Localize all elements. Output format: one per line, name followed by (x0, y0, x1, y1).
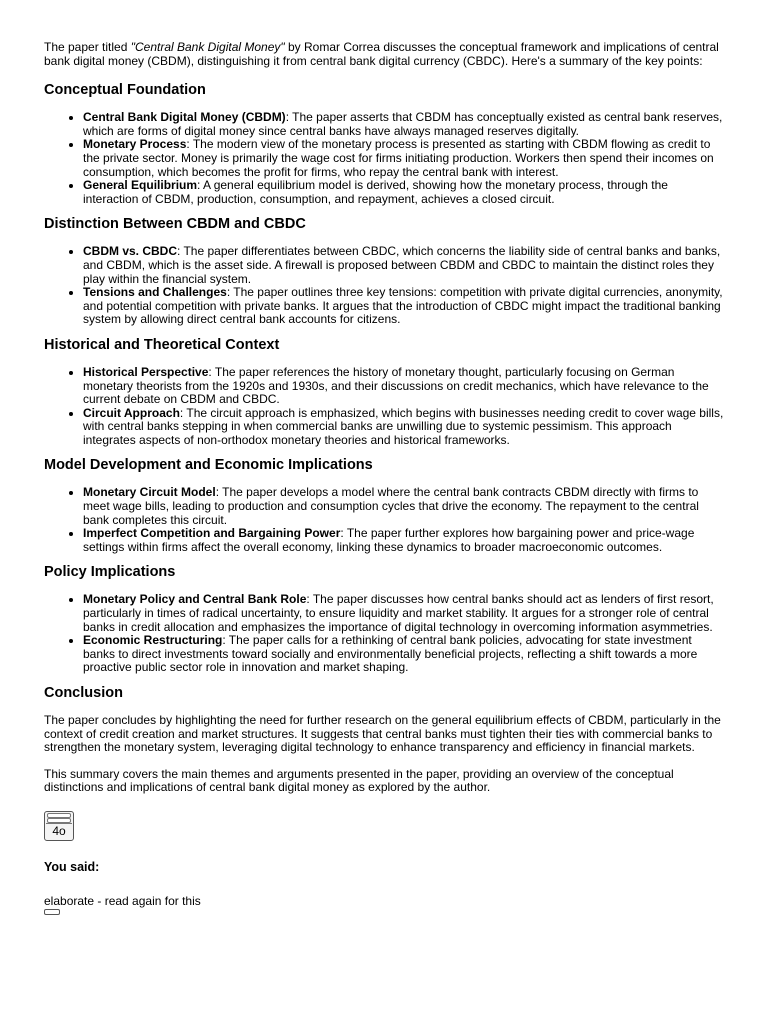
bullet-list (44, 593, 724, 675)
model-switcher-button[interactable] (44, 811, 74, 841)
section-heading: Policy Implications (44, 564, 176, 581)
list-item (83, 111, 724, 138)
list-item-text: : The paper asserts that CBDM has conceptually existed as central bank reserves, which are forms of digital money since central banks have always managed reserves digitally. (83, 110, 723, 138)
list-item-term: General Equilibrium (83, 178, 198, 193)
list-item (83, 366, 724, 407)
list-item (83, 593, 724, 634)
list-item-term: Historical Perspective (83, 364, 209, 379)
model-label: 4o (52, 823, 66, 838)
list-item-text: : A general equilibrium model is derived, showing how the monetary process, through the interaction of CBDM, production, consumption, and repayment, achieves a closed circuit. (83, 178, 668, 206)
list-item-term: CBDM vs. CBDC (83, 244, 178, 259)
list-item-term: Monetary Circuit Model (83, 485, 216, 500)
section-heading: Conceptual Foundation (44, 82, 206, 99)
list-item-text: : The paper discusses how central banks should act as lenders of first resort, particularly in times of radical uncertainty, to ensure liquidity and market stability. It argues for a stronger role of central banks in credit allocation and emphasizes the importance of digital technology in overcoming information asymmetries. (83, 592, 714, 634)
message-action-button[interactable] (44, 909, 60, 915)
intro-prefix: The paper titled (44, 40, 131, 54)
intro-paragraph (44, 41, 724, 68)
paper-title: "Central Bank Digital Money" (130, 40, 285, 54)
list-item-text: : The circuit approach is emphasized, which begins with businesses needing credit to cover wage bills, with central banks stepping in when commercial banks are unwilling due to systemic pessimism. This approach integrates aspects of non-orthodox monetary theories and historical frameworks. (83, 405, 724, 447)
list-item-term: Imperfect Competition and Bargaining Power (83, 526, 341, 541)
list-item-text: : The paper differentiates between CBDC, which concerns the liability side of central banks and banks, and CBDM, which is the asset side. A firewall is proposed between CBDM and CBDC to maintain the distinct roles they play within the financial system. (83, 244, 721, 286)
section-heading: Model Development and Economic Implications (44, 457, 373, 474)
list-item (83, 407, 724, 448)
list-item-text: : The paper calls for a rethinking of central bank policies, advocating for state investment banks to direct investments toward socially and environmentally beneficial projects, reflecting a shift towards a more proactive public sector role in innovation and market shaping. (83, 633, 698, 675)
bullet-list (44, 366, 724, 448)
list-item-term: Monetary Process (83, 137, 187, 152)
list-item (83, 179, 724, 206)
section-distinction (44, 216, 724, 327)
section-historical-context (44, 337, 724, 448)
bullet-list (44, 486, 724, 554)
section-conclusion (44, 685, 724, 795)
section-heading: Historical and Theoretical Context (44, 336, 280, 353)
list-item (83, 486, 724, 527)
list-item (83, 527, 724, 554)
model-switcher-icon (46, 813, 72, 824)
list-item (83, 245, 724, 286)
list-item-text: : The paper develops a model where the central bank contracts CBDM directly with firms to meet wage bills, leading to production and consumption cycles that drive the economy. The repayment to the central bank completes this circuit. (83, 485, 699, 527)
bullet-list (44, 111, 724, 206)
summary-paragraph: This summary covers the main themes and arguments presented in the paper, providing an overview of the conceptual distinctions and implications of central bank digital money as explored by the author. (44, 766, 674, 795)
list-item (83, 634, 724, 675)
section-model-development (44, 457, 724, 554)
list-item-term: Economic Restructuring (83, 633, 223, 648)
list-item-text: : The modern view of the monetary process is presented as starting with CBDM flowing as credit to the private sector. Money is primarily the wage cost for firms initiating production. Workers then spend their incomes on consumption, which becomes the profit for firms, who repay the central bank with interest. (83, 137, 714, 179)
list-item-text: : The paper references the history of monetary thought, particularly focusing on German monetary theorists from the 1920s and 1930s, and their discussions on credit mechanics, which have relevance to the current debate on CBDM and CBDC. (83, 364, 709, 407)
list-item-term: Circuit Approach (83, 405, 180, 420)
list-item-term: Monetary Policy and Central Bank Role (83, 592, 307, 607)
section-policy-implications (44, 564, 724, 675)
bullet-list (44, 245, 724, 327)
list-item-term: Central Bank Digital Money (CBDM) (83, 110, 286, 125)
section-conceptual-foundation (44, 82, 724, 206)
list-item-text: : The paper outlines three key tensions: competition with private digital currencies, anonymity, and potential competition with private banks. It argues that the introduction of CBDC might impact the traditional banking system by allowing direct central bank accounts for citizens. (83, 285, 723, 327)
user-message: elaborate - read again for this (44, 893, 201, 908)
list-item (83, 286, 724, 327)
intro-suffix: by Romar Correa discusses the conceptual framework and implications of central bank digital money (CBDM), distinguishing it from central bank digital currency (CBDC). Here's a summary of the key points: (44, 40, 719, 68)
list-item-term: Tensions and Challenges (83, 285, 227, 300)
list-item (83, 138, 724, 179)
section-heading: Distinction Between CBDM and CBDC (44, 216, 306, 233)
conclusion-paragraph: The paper concludes by highlighting the need for further research on the general equilibrium effects of CBDM, particularly in the context of credit creation and market structures. It suggests that central banks must tighten their ties with commercial banks to strengthen the monetary system, leveraging digital technology to enhance transparency and efficiency in financial markets. (44, 713, 721, 755)
section-heading: Conclusion (44, 685, 123, 701)
list-item-text: : The paper further explores how bargaining power and price-wage settings within firms affect the overall economy, linking these dynamics to broader macroeconomic outcomes. (83, 526, 695, 554)
you-said-label: You said: (44, 859, 100, 874)
